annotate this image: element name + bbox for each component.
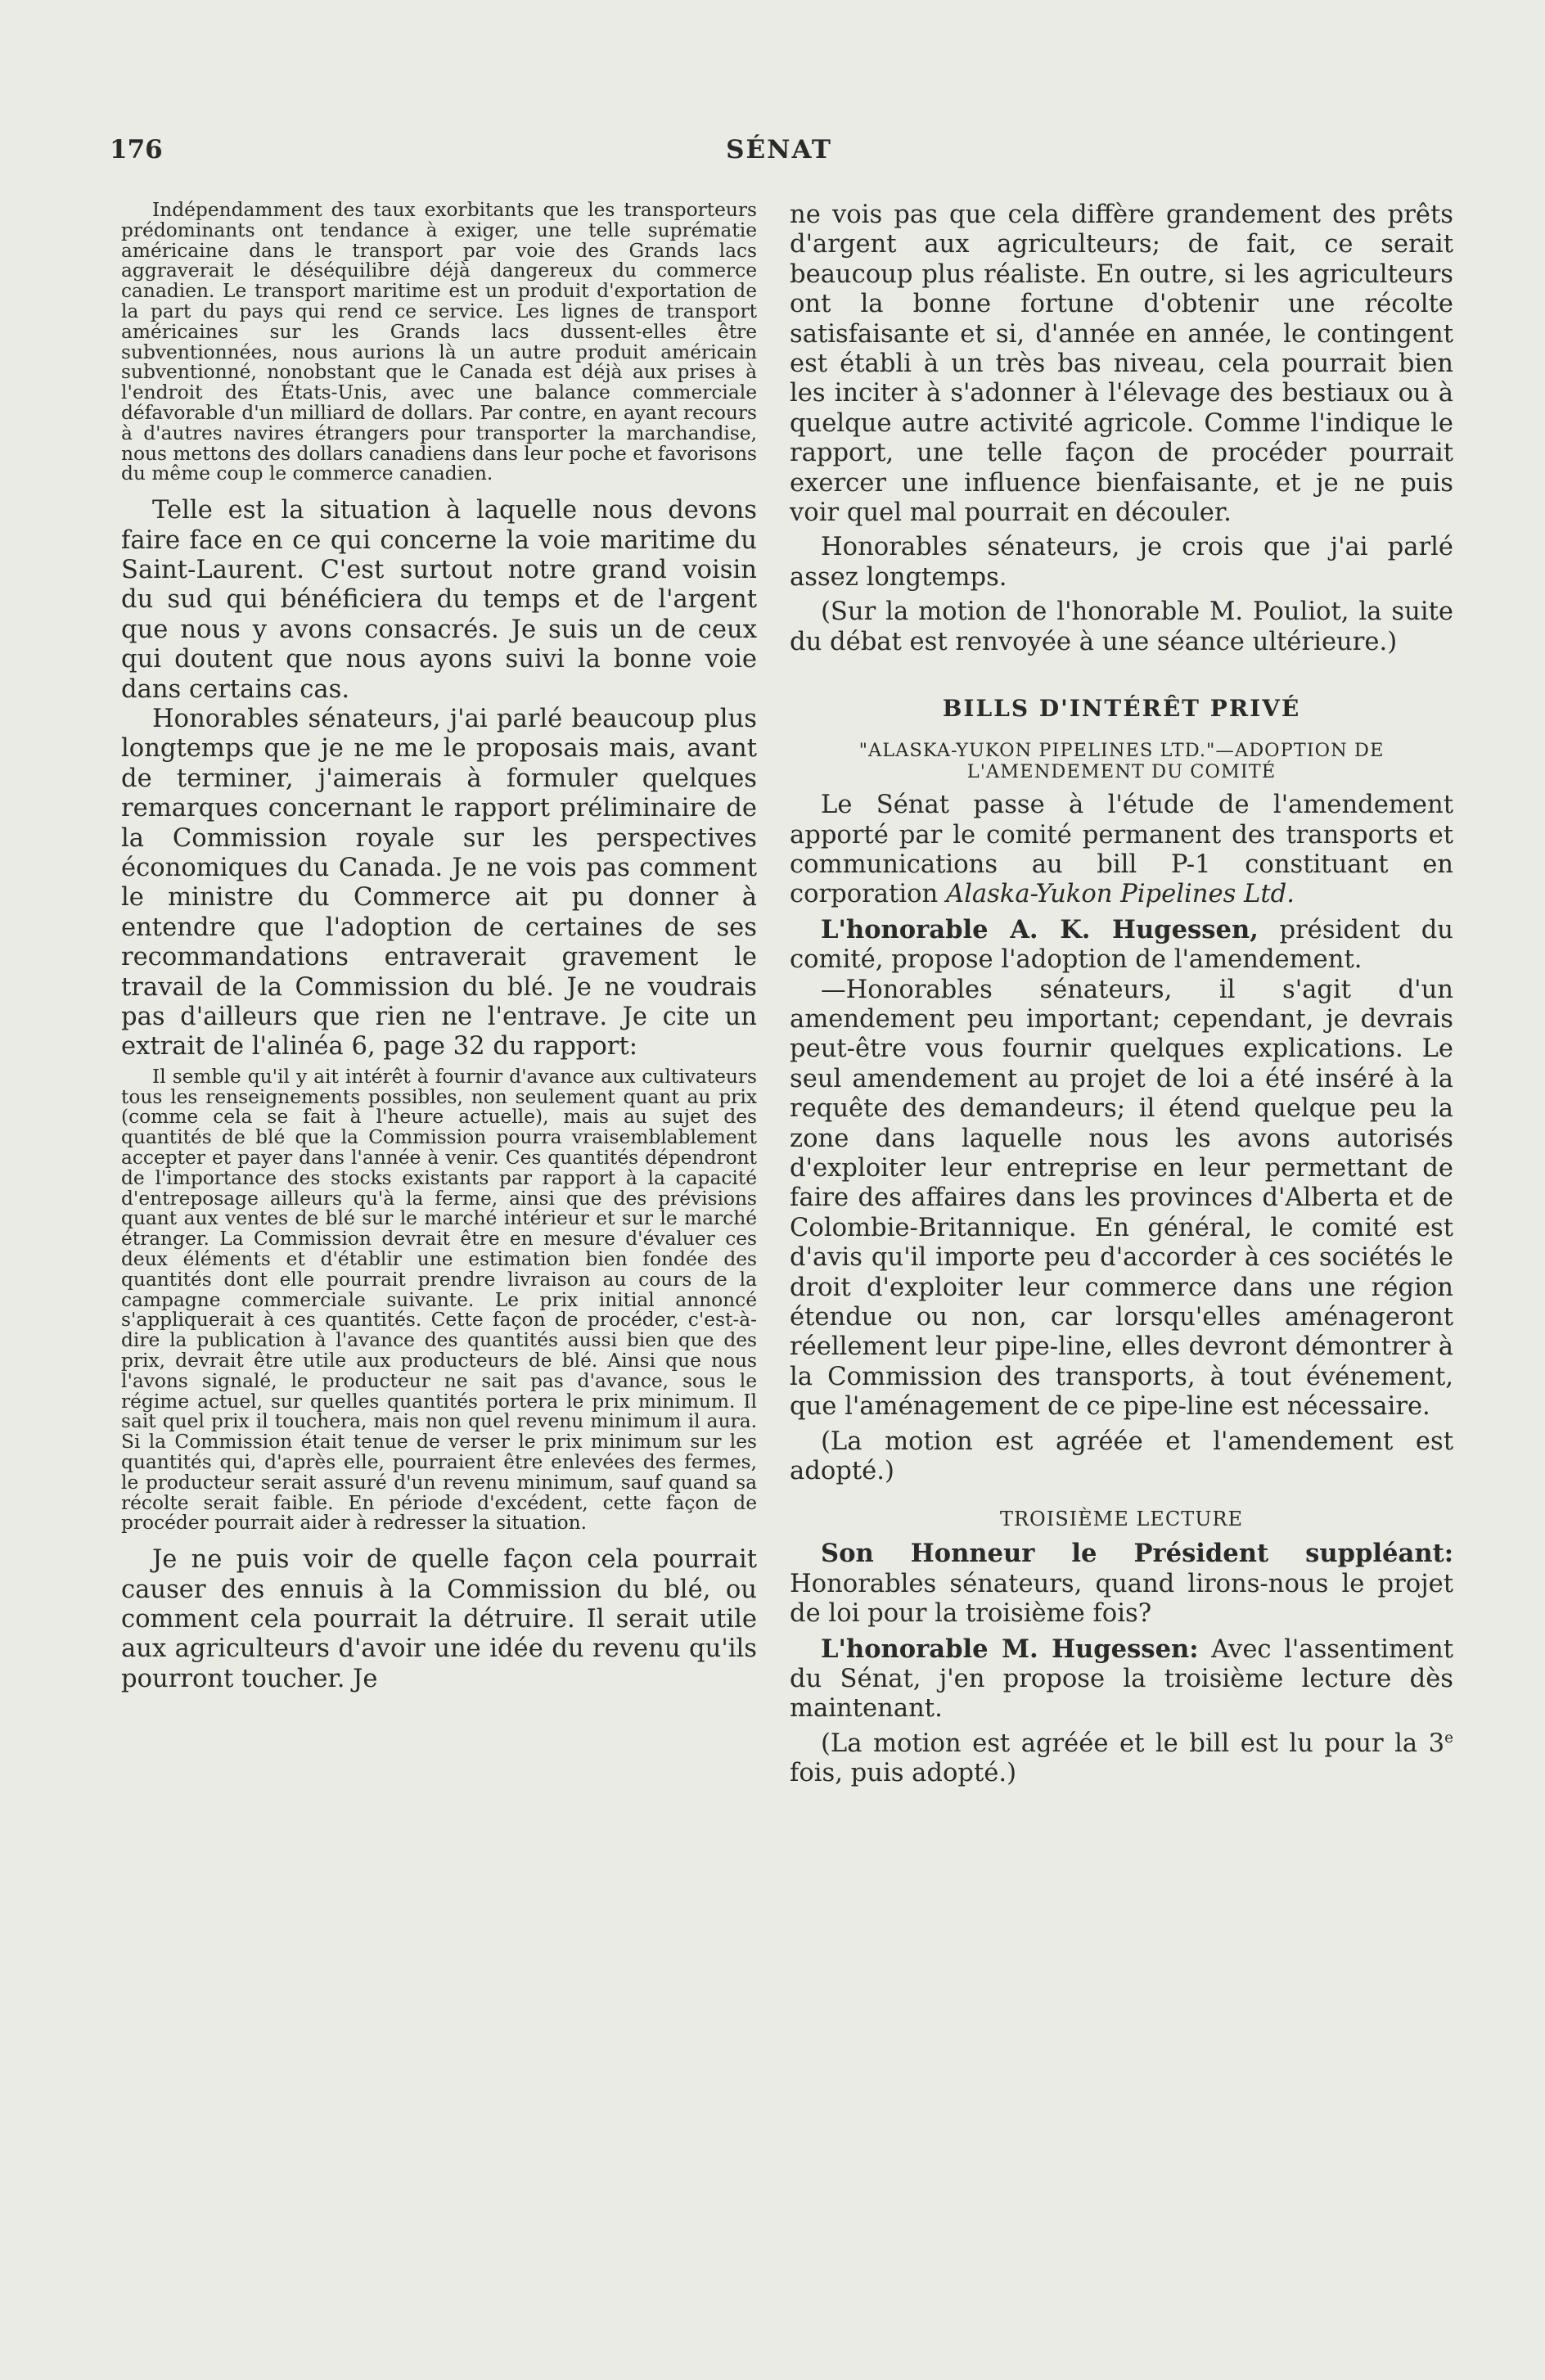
paragraph-m-hugessen	[790, 1634, 1453, 1724]
left-column	[121, 201, 757, 1694]
paragraph-honorables: Honorables sénateurs, j'ai parlé beaucoup plus longtemps que je ne me le proposais mais, avant de terminer, j'aimerais à formuler quelques remarques concernant le rapport préliminaire de la Commission royale sur les perspectives économiques du Canada. Je ne vois pas comment le ministre du Commerce ait pu donner à entendre que l'adoption de certaines de ses recommandations entraverait gravement le travail de la Commission du blé. Je ne voudrais pas d'ailleurs que rien ne l'entrave. Je cite un extrait de l'alinéa 6, page 32 du rapport:	[121, 705, 757, 1062]
speaker-hugessen: L'honorable A. K. Hugessen,	[821, 914, 1259, 944]
right-column	[790, 201, 1453, 1789]
speaker-m-hugessen: L'honorable M. Hugessen:	[821, 1634, 1199, 1664]
paragraph-hugessen-speech: —Honorables sénateurs, il s'agit d'un amendement peu important; cependant, je devrais peut-être vous fournir quelques explications. Le seul amendement au projet de loi a été inséré à la requête des demandeurs; il étend quelque peu la zone dans laquelle nous les avons autorisés d'exploiter leur entreprise en leur permettant de faire des affaires dans les provinces d'Alberta et de Colombie-Britannique. En général, le comité est d'avis qu'il importe peu d'accorder à ces sociétés le droit d'exploiter leur commerce dans une région étendue ou non, car lorsqu'elles aménageront réellement leur pipe-line, elles devront démontrer à la Commission des transports, à tout événement, que l'aménagement de ce pipe-line est nécessaire.	[790, 975, 1453, 1422]
paragraph-je-ne-puis: Je ne puis voir de quelle façon cela pourrait causer des ennuis à la Commission du blé, ou comment cela pourrait la détruire. Il serait utile aux agriculteurs d'avoir une idée du revenu qu'ils pourront toucher. Je	[121, 1545, 757, 1693]
paragraph-assez-longtemps: Honorables sénateurs, je crois que j'ai parlé assez longtemps.	[790, 533, 1453, 592]
report-quote: Il semble qu'il y ait intérêt à fournir d'avance aux cultivateurs tous les renseignements possibles, non seulement quant au prix (comme cela se fait à l'heure actuelle), mais au sujet des quantités de blé que la Commission pourra vraisemblablement accepter et payer dans l'année à venir. Ces quantités dépendront de l'importance des stocks existants par rapport à la capacité d'entreposage ailleurs qu'à la ferme, ainsi que des prévisions quant aux ventes de blé sur le marché intérieur et sur le marché étranger. La Commission devrait être en mesure d'évaluer ces deux éléments et d'établir une estimation bien fondée des quantités dont elle pourrait prendre livraison au cours de la campagne commerciale suivante. Le prix initial annoncé s'appliquerait à ces quantités. Cette façon de procéder, c'est-à-dire la publication à l'avance des quantités aussi bien que des prix, devrait être utile aux producteurs de blé. Ainsi que nous l'avons signalé, le producteur ne sait pas d'avance, sous le régime actuel, sur quelles quantités portera le prix minimum. Il sait quel prix il touchera, mais non quel revenu minimum il aura. Si la Commission était tenue de verser le prix minimum sur les quantités qui, d'après elle, pourraient être enlevées des fermes, le producteur serait assuré d'un revenu minimum, sauf quand sa récolte serait faible. En période d'excédent, cette façon de procéder pourrait aider à redresser la situation.	[121, 1065, 757, 1535]
hugessen-propose-text: président du comité, propose l'adoption de l'amendement.	[790, 915, 1453, 975]
senat-passe-text: Le Sénat passe à l'étude de l'amendement apporté par le comité permanent des transports et communications au bill P-1 constituant en corporation	[790, 791, 1453, 909]
third-reading-title: TROISIÈME LECTURE	[999, 1508, 1244, 1531]
subsection-title: "ALASKA-YUKON PIPELINES LTD."—ADOPTION DE L'AMENDEMENT DU COMITÉ	[858, 740, 1385, 783]
paragraph-president	[790, 1539, 1453, 1629]
final-text-b: fois, puis adopté.)	[790, 1759, 1017, 1788]
speaker-president: Son Honneur le Président suppléant:	[821, 1539, 1453, 1569]
paragraph-continuation: ne vois pas que cela diffère grandement des prêts d'argent aux agriculteurs; de fait, ce serait beaucoup plus réaliste. En outre, si les agriculteurs ont la bonne fortune d'obtenir une récolte satisfaisante et si, d'année en année, le contingent est établi à un très bas niveau, cela pourrait bien les inciter à s'adonner à l'élevage des bestiaux ou à quelque autre activité agricole. Comme l'indique le rapport, une telle façon de procéder pourrait exercer une influence bienfaisante, et je ne puis voir quel mal pourrait en découler.	[790, 201, 1453, 528]
paragraph-senat-passe	[790, 791, 1453, 910]
final-text-a: (La motion est agréée et le bill est lu pour la 3	[821, 1729, 1445, 1758]
final-superscript: e	[1444, 1729, 1453, 1747]
m-hugessen-text: Avec l'assentiment du Sénat, j'en propose la troisième lecture dès maintenant.	[790, 1634, 1453, 1724]
page-number: 176	[110, 135, 163, 165]
running-title: SÉNAT	[726, 135, 832, 165]
president-text: Honorables sénateurs, quand lirons-nous le projet de loi pour la troisième fois?	[790, 1569, 1453, 1629]
paragraph-situation: Telle est la situation à laquelle nous devons faire face en ce qui concerne la voie maritime du Saint-Laurent. C'est surtout notre grand voisin du sud qui bénéficiera du temps et de l'argent que nous y avons consacrés. Je suis un de ceux qui doutent que nous ayons suivi la bonne voie dans certains cas.	[121, 496, 757, 704]
company-name: Alaska-Yukon Pipelines Ltd.	[945, 880, 1295, 909]
paragraph-hugessen-propose	[790, 915, 1453, 976]
page-header	[110, 135, 1448, 176]
section-title: BILLS D'INTÉRÊT PRIVÉ	[942, 695, 1301, 723]
paragraph-motion-agreee: (La motion est agréée et l'amendement est adopté.)	[790, 1427, 1453, 1486]
paragraph-final	[790, 1729, 1453, 1789]
intro-paragraph: Indépendamment des taux exorbitants que les transporteurs prédominants ont tendance à exiger, une telle suprématie américaine dans le transport par voie des Grands lacs aggraverait le déséquilibre déjà dangereux du commerce canadien. Le transport maritime est un produit d'exportation de la part du pays qui rend ce service. Les lignes de transport américaines sur les Grands lacs dussent-elles être subventionnées, nous aurions là un autre produit américain subventionné, nonobstant que le Canada est déjà aux prises à l'endroit des États-Unis, avec une balance commerciale défavorable d'un milliard de dollars. Par contre, en ayant recours à d'autres navires étrangers pour transporter la marchandise, nous mettons des dollars canadiens dans leur poche et favorisons du même coup le commerce canadien.	[121, 199, 757, 485]
paragraph-motion-pouliot: (Sur la motion de l'honorable M. Pouliot, la suite du débat est renvoyée à une séance ultérieure.)	[790, 597, 1453, 656]
